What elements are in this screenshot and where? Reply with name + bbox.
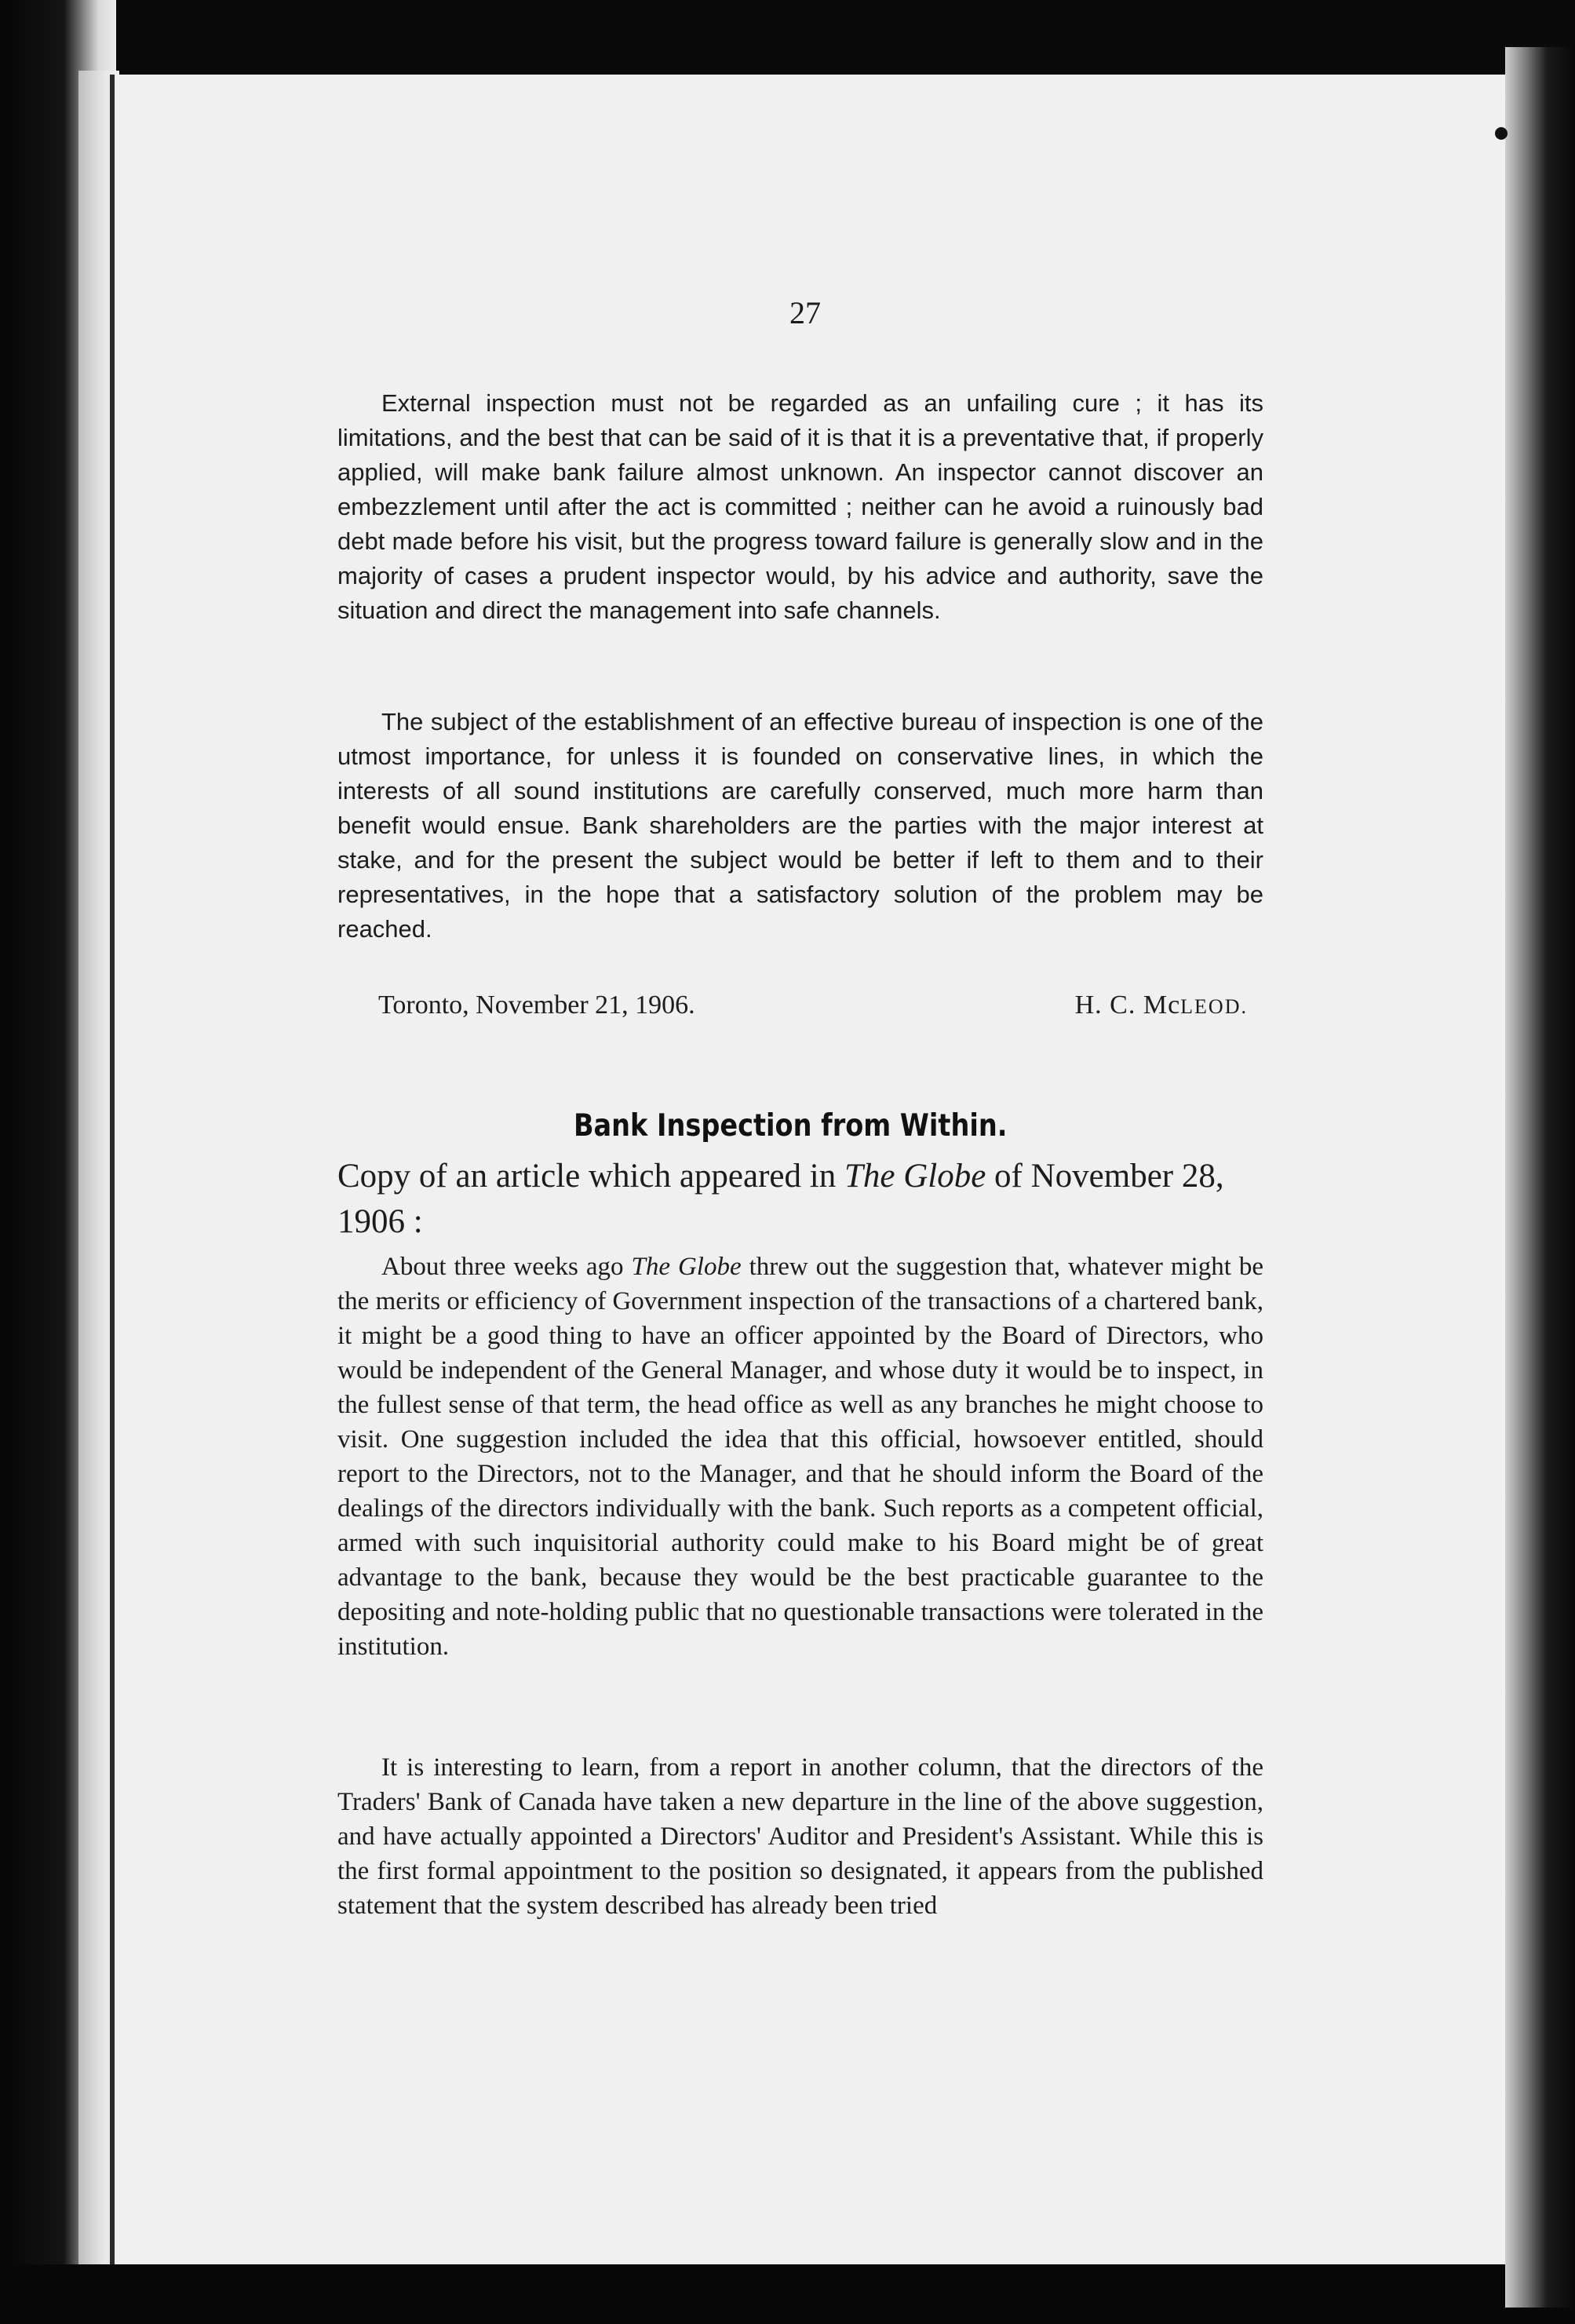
paragraph-external-inspection (337, 386, 1263, 628)
paragraph-traders-bank (337, 1750, 1263, 1923)
scan-border-top (0, 0, 1575, 75)
signature-surname: LEOD. (1180, 995, 1248, 1018)
paragraph-globe-suggestion (337, 1250, 1263, 1664)
signature-initials: H. C. Mc (1074, 991, 1181, 1020)
scan-dot-mark (1495, 127, 1508, 140)
paragraph-rest: threw out the suggestion that, whatever might be the merits or efficiency of Government inspection of the transactions of a chartered bank, it might be a good thing to have an officer appointed by the Board of Directors, who would be independent of the General Manager, and whose duty it would be to inspect, in the fullest sense of that term, the head office as well as any branches he might choose to visit. One suggestion included the idea that this official, howsoever entitled, should report to the Directors, not to the Manager, and that he should inform the Board of the dealings of the directors individually with the bank. Such reports as a competent official, armed with such inquisitorial authority could make to his Board might be of great advantage to the bank, because they would be the best practicable guarantee to the depositing and note-holding public that no questionable transactions were tolerated in the institution. (337, 1253, 1263, 1661)
paragraph-text (337, 1250, 1263, 1664)
page-number: 27 (789, 295, 821, 330)
paragraph-text: The subject of the establishment of an effective bureau of inspection is one of the utmost importance, for unless it is founded on conservative lines, in which the interests of all sound institutions are carefully conserved, much more harm than benefit would ensue. Bank shareholders are the parties with the major interest at stake, and for the present the subject would be better if left to them and to their representatives, in the hope that a satisfactory solution of the problem may be reached. (337, 708, 1263, 943)
article-intro (337, 1154, 1263, 1245)
intro-text-end: of November 28, 1906 : (337, 1158, 1224, 1240)
binding-line (110, 75, 115, 2264)
newspaper-title: The Globe (844, 1158, 986, 1195)
paragraph-text: It is interesting to learn, from a report in another column, that the directors of the Traders' Bank of Canada have taken a new departure in the line of the above suggestion, and have actually appointed a Directors' Auditor and President's Assistant. While this is the first formal appointment to the position so designated, it appears from the published statement that the system described has already been tried (337, 1753, 1263, 1920)
newspaper-title: The Globe (631, 1253, 742, 1281)
paragraph-text: External inspection must not be regarded as an unfailing cure ; it has its limitations, and the best that can be said of it is that it is a preventative that, if properly applied, will make bank failure almost unknown. An inspector cannot discover an embezzlement until after the act is committed ; neither can he avoid a ruinously bad debt made before his visit, but the progress toward failure is generally slow and in the majority of cases a prudent inspector would, by his advice and authority, save the situation and direct the management into safe channels. (337, 389, 1263, 624)
scan-border-bottom (0, 2264, 1575, 2324)
article-heading: Bank Inspection from Within. (573, 1108, 1008, 1144)
paragraph-start: About three weeks ago (381, 1253, 632, 1281)
intro-text: Copy of an article which appeared in (337, 1158, 844, 1195)
signature-place-date: Toronto, November 21, 1906. (378, 991, 695, 1020)
scan-border-right (1505, 47, 1575, 2308)
signature-name (1075, 991, 1248, 1020)
paragraph-bureau-inspection (337, 705, 1263, 947)
